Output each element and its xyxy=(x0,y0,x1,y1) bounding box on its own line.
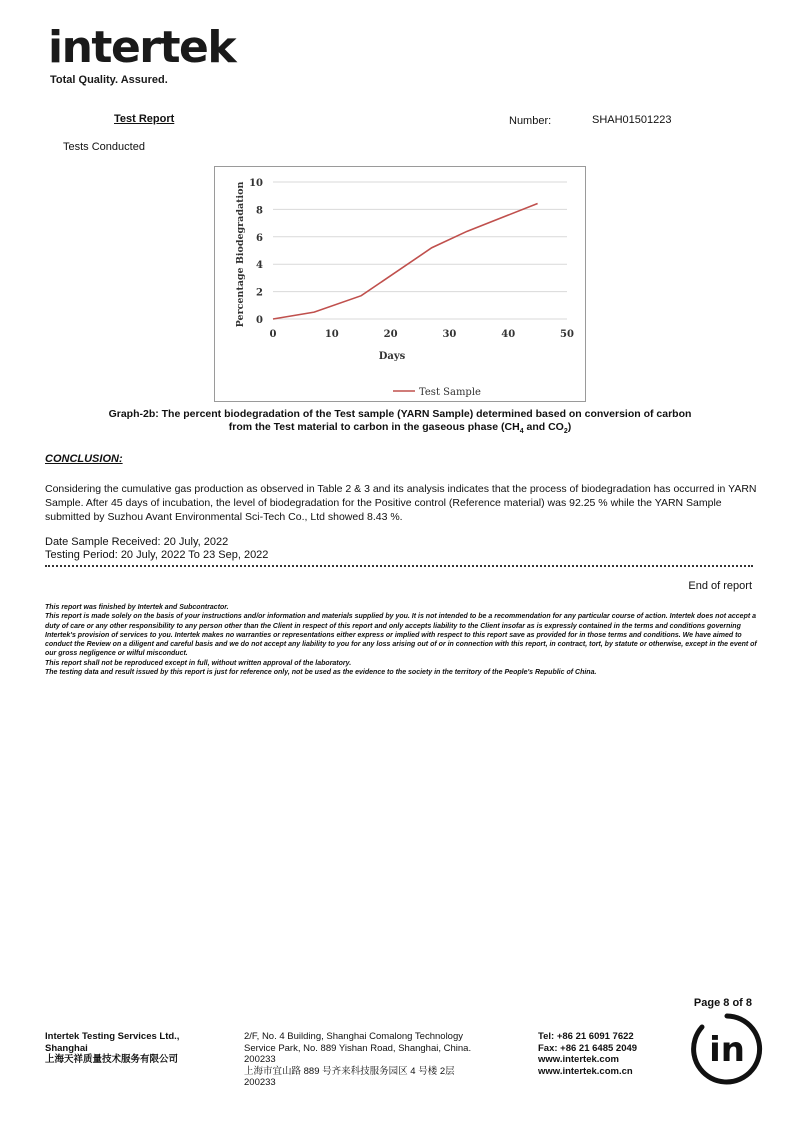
logo-mark-text: in xyxy=(709,1030,745,1070)
date-sample-received: Date Sample Received: 20 July, 2022 xyxy=(45,536,229,548)
x-tick-label: 30 xyxy=(442,329,457,340)
caption-sub-2: 2 xyxy=(563,428,568,436)
caption-line-2-mid: and CO xyxy=(523,421,564,433)
y-tick-label: 2 xyxy=(256,287,263,299)
conclusion-heading: CONCLUSION: xyxy=(45,453,123,465)
disclaimer-line: This report shall not be reproduced except in full, without written approval of the laboratory. xyxy=(45,659,352,667)
footer-contact xyxy=(538,1031,637,1077)
footer-company-line-1: Intertek Testing Services Ltd., xyxy=(45,1031,180,1042)
x-tick-label: 20 xyxy=(383,329,398,340)
y-axis-label: Percentage Biodegradation xyxy=(235,181,246,328)
x-tick-label: 40 xyxy=(501,329,516,340)
caption-line-2 xyxy=(40,421,760,438)
y-tick-label: 4 xyxy=(256,260,263,272)
footer-address-line-1: 2/F, No. 4 Building, Shanghai Comalong Technology xyxy=(244,1031,463,1042)
footer-company xyxy=(45,1031,179,1066)
footer-address-line-2: Service Park, No. 889 Yishan Road, Shanghai, China. xyxy=(244,1042,472,1054)
y-tick-label: 0 xyxy=(256,315,263,326)
chart-svg xyxy=(215,167,587,403)
page-number: Page 8 of 8 xyxy=(693,997,752,1009)
caption-line-2-prefix: from the Test material to carbon in the gaseous phase (CH xyxy=(228,421,520,433)
biodegradation-chart xyxy=(214,166,586,402)
logo-tagline: Total Quality. Assured. xyxy=(50,74,168,86)
disclaimer xyxy=(45,603,757,677)
intertek-logo: intertek xyxy=(48,22,236,73)
star-divider xyxy=(45,565,753,573)
caption-line-1: Graph-2b: The percent biodegradation of the Test sample (YARN Sample) determined based on conversion of carbon xyxy=(108,408,692,420)
section-label: Tests Conducted xyxy=(63,141,145,153)
caption-line-2-suffix: ) xyxy=(567,421,572,433)
footer-web-2[interactable]: www.intertek.com.cn xyxy=(538,1065,633,1077)
disclaimer-line: This report was finished by Intertek and Subcontractor. xyxy=(45,604,229,611)
footer-address-line-3: 200233 xyxy=(244,1054,276,1065)
y-tick-label: 10 xyxy=(249,178,263,189)
report-number-value: SHAH01501223 xyxy=(592,114,672,126)
legend-label: Test Sample xyxy=(419,387,481,398)
footer-company-cn: 上海天祥质量技术服务有限公司 xyxy=(45,1054,179,1065)
series-line-test-sample xyxy=(273,204,538,319)
footer-fax: Fax: +86 21 6485 2049 xyxy=(538,1042,638,1054)
report-title: Test Report xyxy=(114,113,175,125)
testing-period: Testing Period: 20 July, 2022 To 23 Sep, 2022 xyxy=(45,549,269,561)
caption-sub-4: 4 xyxy=(519,428,524,436)
footer-tel: Tel: +86 21 6091 7622 xyxy=(538,1031,634,1042)
x-tick-label: 0 xyxy=(269,329,277,340)
disclaimer-line: This report is made solely on the basis of your instructions and/or information and materials supplied by you. It is not intended to be a recommendation for any particular course of action. Intertek does not accept a duty of care or any other responsibility to any person other than the Client in respect of this report and only accepts liability to the Client insofar as is expressly contained in the terms and conditions governing Intertek's provision of services to you. Intertek makes no warranties or representations either express or implied with respect to this report save as provided for in those terms and conditions. We have aimed to conduct the Review on a diligent and careful basis and we do not accept any liability to you for any loss arising out of or in connection with this report, in contract, tort, by statute or otherwise, except in the event of our gross negligence or wilful misconduct. xyxy=(45,613,757,658)
x-tick-label: 50 xyxy=(560,329,574,340)
graph-caption xyxy=(40,408,760,438)
x-axis-label: Days xyxy=(378,351,406,362)
report-number-label: Number: xyxy=(509,115,552,127)
footer-company-line-2: Shanghai xyxy=(45,1042,88,1054)
intertek-circle-logo xyxy=(690,1012,764,1086)
footer-address-cn-zip: 200233 xyxy=(244,1077,276,1088)
end-of-report: End of report xyxy=(688,580,752,592)
conclusion-body: Considering the cumulative gas production as observed in Table 2 & 3 and its analysis indicates that the process of biodegradation has occurred in YARN Sample. After 45 days of incubation, the level of biodegradation for the Positive control (Reference material) was 92.25 % while the YARN Sample submitted by Suzhou Avant Environmental Sci-Tech Co., Ltd showed 8.43 %. xyxy=(45,483,757,523)
y-tick-label: 8 xyxy=(256,205,263,217)
x-tick-label: 10 xyxy=(324,329,339,340)
footer-address xyxy=(244,1031,514,1089)
disclaimer-line: The testing data and result issued by this report is just for reference only, not be used as the evidence to the society in the territory of the People's Republic of China. xyxy=(45,669,597,677)
y-tick-label: 6 xyxy=(256,232,263,244)
footer-web-1[interactable]: www.intertek.com xyxy=(538,1054,619,1065)
footer-address-cn: 上海市宜山路 889 号齐来科技服务园区 4 号楼 2层 xyxy=(244,1065,455,1077)
